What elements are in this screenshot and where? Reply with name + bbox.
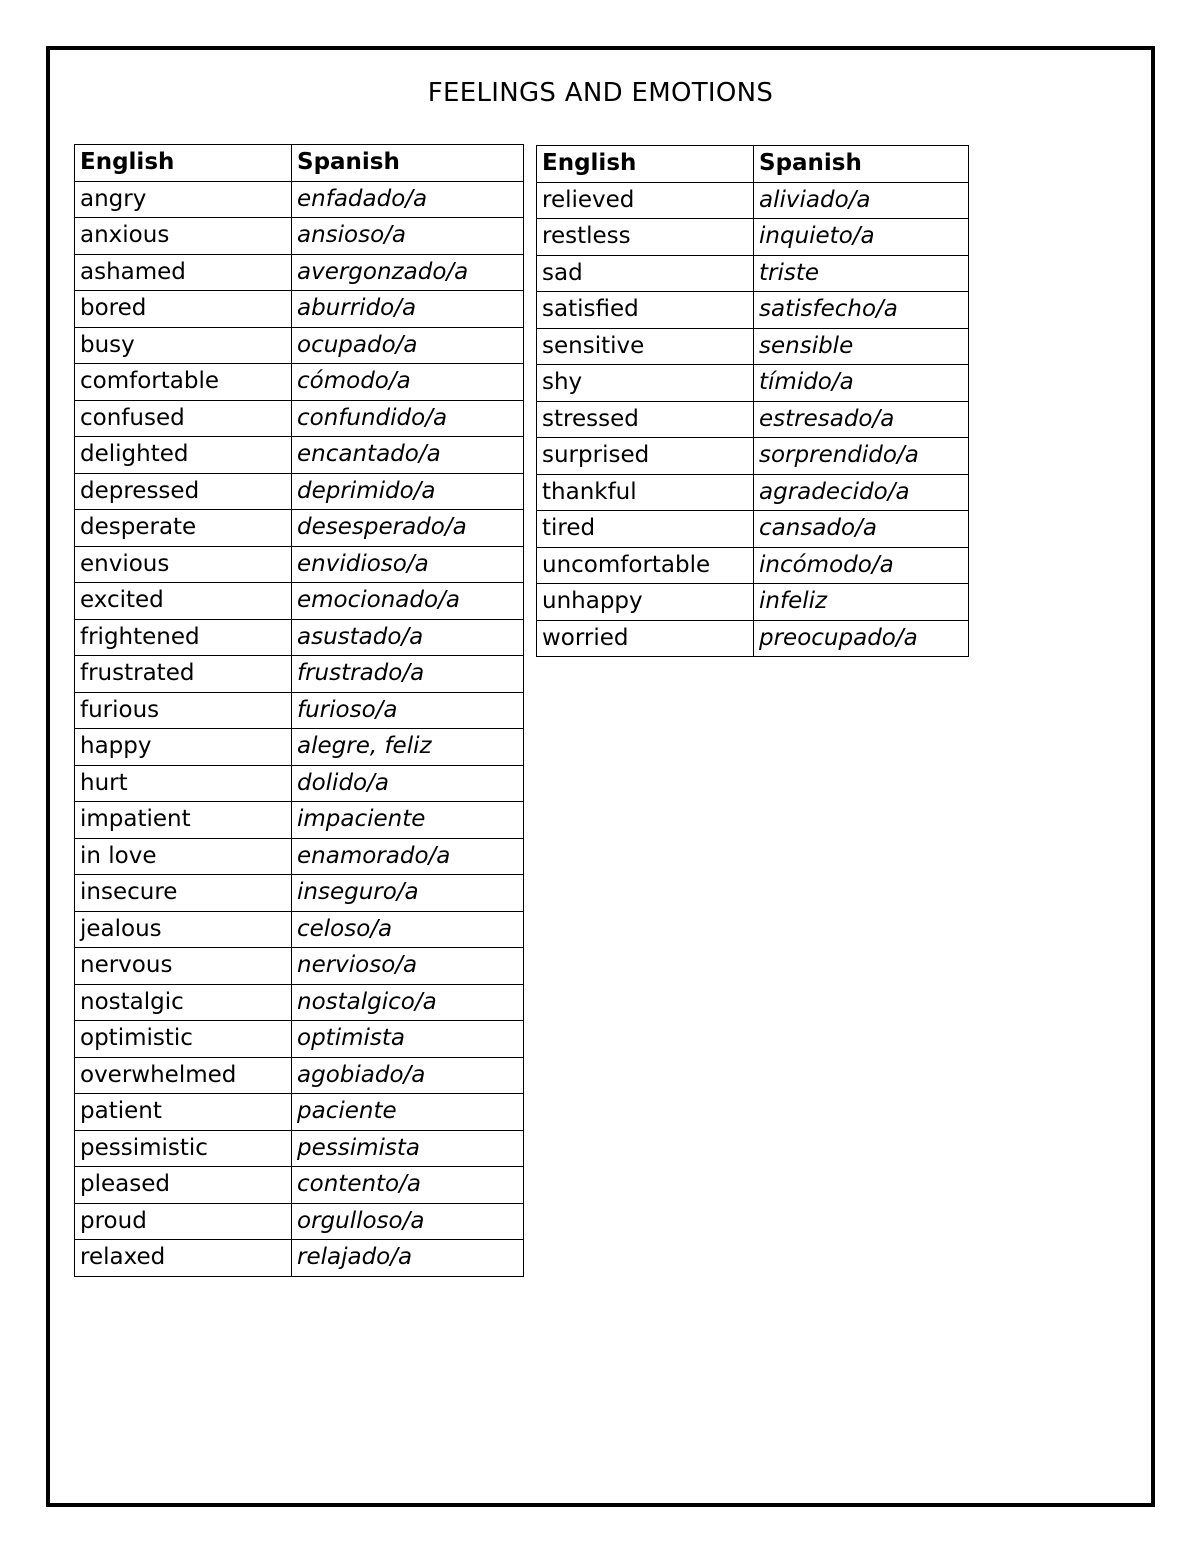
english-word: desperate: [75, 510, 292, 547]
english-word: proud: [75, 1203, 292, 1240]
spanish-word: infeliz: [754, 584, 969, 621]
english-word: thankful: [537, 474, 754, 511]
spanish-word: frustrado/a: [292, 656, 524, 693]
spanish-word: nervioso/a: [292, 948, 524, 985]
spanish-word: emocionado/a: [292, 583, 524, 620]
table-row: [75, 619, 524, 656]
english-word: pessimistic: [75, 1130, 292, 1167]
table-row: [75, 254, 524, 291]
table-row: [75, 729, 524, 766]
table-row: [537, 584, 969, 621]
spanish-word: celoso/a: [292, 911, 524, 948]
table-row: [75, 802, 524, 839]
english-word: overwhelmed: [75, 1057, 292, 1094]
spanish-word: impaciente: [292, 802, 524, 839]
english-word: in love: [75, 838, 292, 875]
spanish-word: envidioso/a: [292, 546, 524, 583]
table-row: [537, 401, 969, 438]
spanish-word: alegre, feliz: [292, 729, 524, 766]
spanish-word: cansado/a: [754, 511, 969, 548]
spanish-word: incómodo/a: [754, 547, 969, 584]
table-row: [75, 838, 524, 875]
spanish-word: inseguro/a: [292, 875, 524, 912]
table-row: [75, 364, 524, 401]
table-row: [75, 656, 524, 693]
table-row: [75, 692, 524, 729]
table-row: [75, 875, 524, 912]
vocab-table-left: [74, 144, 524, 1277]
spanish-word: pessimista: [292, 1130, 524, 1167]
spanish-word: tímido/a: [754, 365, 969, 402]
table-row: [75, 1057, 524, 1094]
english-word: sensitive: [537, 328, 754, 365]
english-word: sad: [537, 255, 754, 292]
table-row: [537, 255, 969, 292]
english-word: restless: [537, 219, 754, 256]
english-word: depressed: [75, 473, 292, 510]
table-row: [537, 620, 969, 657]
spanish-word: triste: [754, 255, 969, 292]
spanish-word: sensible: [754, 328, 969, 365]
column-header-spanish: Spanish: [292, 145, 524, 182]
english-word: busy: [75, 327, 292, 364]
spanish-word: inquieto/a: [754, 219, 969, 256]
spanish-word: sorprendido/a: [754, 438, 969, 475]
english-word: angry: [75, 181, 292, 218]
table-row: [537, 328, 969, 365]
english-word: nostalgic: [75, 984, 292, 1021]
english-word: anxious: [75, 218, 292, 255]
spanish-word: agobiado/a: [292, 1057, 524, 1094]
english-word: confused: [75, 400, 292, 437]
spanish-word: desesperado/a: [292, 510, 524, 547]
vocab-table-right: [536, 145, 969, 657]
table-row: [75, 583, 524, 620]
column-header-english: English: [537, 146, 754, 183]
spanish-word: relajado/a: [292, 1240, 524, 1277]
page-border: [46, 46, 1155, 1507]
english-word: happy: [75, 729, 292, 766]
english-word: worried: [537, 620, 754, 657]
english-word: nervous: [75, 948, 292, 985]
english-word: furious: [75, 692, 292, 729]
spanish-word: preocupado/a: [754, 620, 969, 657]
table-row: [75, 291, 524, 328]
table-row: [75, 400, 524, 437]
english-word: relaxed: [75, 1240, 292, 1277]
english-word: comfortable: [75, 364, 292, 401]
spanish-word: avergonzado/a: [292, 254, 524, 291]
english-word: surprised: [537, 438, 754, 475]
spanish-word: aliviado/a: [754, 182, 969, 219]
table-row: [75, 1240, 524, 1277]
table-row: [75, 218, 524, 255]
spanish-word: satisfecho/a: [754, 292, 969, 329]
spanish-word: asustado/a: [292, 619, 524, 656]
table-row: [75, 1094, 524, 1131]
table-row: [537, 511, 969, 548]
spanish-word: estresado/a: [754, 401, 969, 438]
table-row: [75, 765, 524, 802]
english-word: excited: [75, 583, 292, 620]
table-row: [75, 1203, 524, 1240]
english-word: impatient: [75, 802, 292, 839]
english-word: shy: [537, 365, 754, 402]
spanish-word: deprimido/a: [292, 473, 524, 510]
table-row: [75, 327, 524, 364]
table-row: [75, 984, 524, 1021]
english-word: insecure: [75, 875, 292, 912]
english-word: jealous: [75, 911, 292, 948]
spanish-word: ocupado/a: [292, 327, 524, 364]
spanish-word: agradecido/a: [754, 474, 969, 511]
table-row: [537, 547, 969, 584]
table-row: [75, 1167, 524, 1204]
english-word: delighted: [75, 437, 292, 474]
spanish-word: ansioso/a: [292, 218, 524, 255]
spanish-word: cómodo/a: [292, 364, 524, 401]
english-word: pleased: [75, 1167, 292, 1204]
table-row: [537, 474, 969, 511]
spanish-word: dolido/a: [292, 765, 524, 802]
column-header-spanish: Spanish: [754, 146, 969, 183]
spanish-word: enamorado/a: [292, 838, 524, 875]
english-word: uncomfortable: [537, 547, 754, 584]
table-header-row: [75, 145, 524, 182]
spanish-word: confundido/a: [292, 400, 524, 437]
table-row: [75, 1130, 524, 1167]
english-word: frustrated: [75, 656, 292, 693]
table-row: [75, 510, 524, 547]
table-row: [537, 438, 969, 475]
table-header-row: [537, 146, 969, 183]
spanish-word: nostalgico/a: [292, 984, 524, 1021]
english-word: bored: [75, 291, 292, 328]
english-word: ashamed: [75, 254, 292, 291]
table-row: [75, 546, 524, 583]
table-row: [75, 948, 524, 985]
english-word: hurt: [75, 765, 292, 802]
english-word: envious: [75, 546, 292, 583]
spanish-word: orgulloso/a: [292, 1203, 524, 1240]
column-header-english: English: [75, 145, 292, 182]
table-row: [537, 182, 969, 219]
english-word: optimistic: [75, 1021, 292, 1058]
table-row: [537, 365, 969, 402]
english-word: stressed: [537, 401, 754, 438]
table-row: [75, 437, 524, 474]
spanish-word: enfadado/a: [292, 181, 524, 218]
english-word: patient: [75, 1094, 292, 1131]
spanish-word: encantado/a: [292, 437, 524, 474]
table-row: [75, 181, 524, 218]
english-word: tired: [537, 511, 754, 548]
spanish-word: aburrido/a: [292, 291, 524, 328]
table-row: [75, 473, 524, 510]
english-word: relieved: [537, 182, 754, 219]
spanish-word: optimista: [292, 1021, 524, 1058]
table-row: [537, 292, 969, 329]
spanish-word: paciente: [292, 1094, 524, 1131]
table-row: [537, 219, 969, 256]
table-row: [75, 1021, 524, 1058]
spanish-word: furioso/a: [292, 692, 524, 729]
english-word: satisfied: [537, 292, 754, 329]
english-word: frightened: [75, 619, 292, 656]
english-word: unhappy: [537, 584, 754, 621]
table-row: [75, 911, 524, 948]
spanish-word: contento/a: [292, 1167, 524, 1204]
page-title: FEELINGS AND EMOTIONS: [427, 78, 774, 108]
